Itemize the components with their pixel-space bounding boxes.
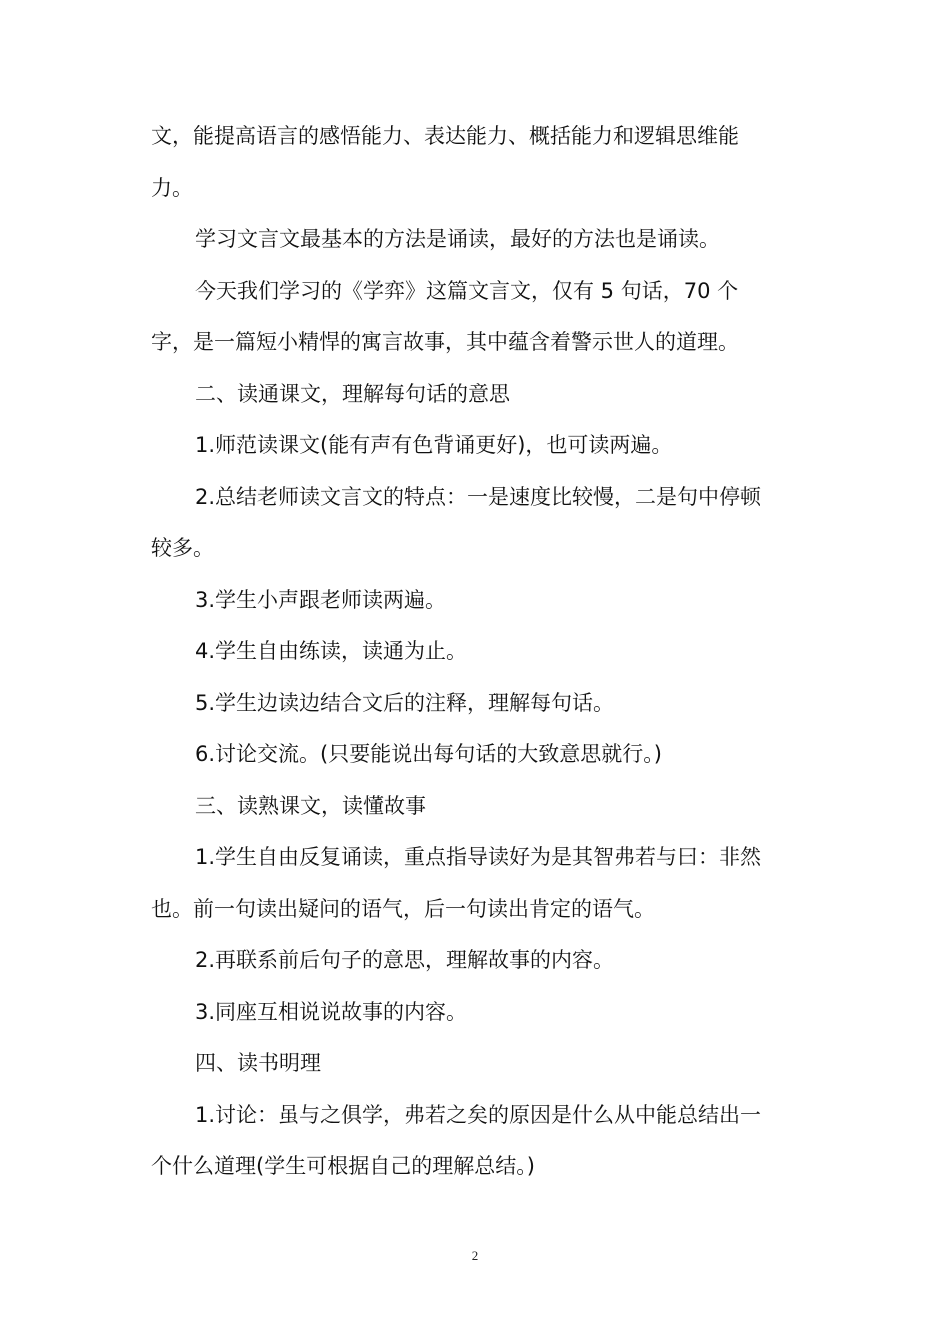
section-heading: 三、读熟课文，读懂故事 [195, 793, 426, 818]
document-body [151, 111, 799, 1193]
text-line: 今天我们学习的《学弈》这篇文言文，仅有 5 句话，70 个 [195, 278, 739, 303]
text-line: 力。 [151, 175, 193, 200]
section-heading: 四、读书明理 [195, 1051, 321, 1075]
text-line: 字，是一篇短小精悍的寓言故事，其中蕴含着警示世人的道理。 [151, 330, 739, 354]
list-item: 3.同座互相说说故事的内容。 [195, 999, 468, 1024]
list-item: 1.师范读课文(能有声有色背诵更好)，也可读两遍。 [195, 433, 673, 457]
text-line: 个什么道理(学生可根据自己的理解总结。) [151, 1154, 535, 1178]
text-line: 学习文言文最基本的方法是诵读，最好的方法也是诵读。 [195, 227, 720, 251]
list-item: 5.学生边读边结合文后的注释，理解每句话。 [195, 690, 615, 715]
list-item: 2.再联系前后句子的意思，理解故事的内容。 [195, 948, 615, 972]
list-item: 6.讨论交流。(只要能说出每句话的大致意思就行。) [195, 742, 662, 766]
list-item: 3.学生小声跟老师读两遍。 [195, 587, 447, 612]
text-line: 较多。 [151, 536, 214, 560]
text-line: 也。前一句读出疑问的语气，后一句读出肯定的语气。 [151, 896, 655, 921]
list-item: 2.总结老师读文言文的特点：一是速度比较慢，二是句中停顿 [195, 484, 762, 509]
text-line: 文，能提高语言的感悟能力、表达能力、概括能力和逻辑思维能 [151, 124, 739, 148]
list-item: 1.学生自由反复诵读，重点指导读好为是其智弗若与曰：非然 [195, 845, 762, 869]
list-item: 1.讨论：虽与之俱学，弗若之矣的原因是什么从中能总结出一 [195, 1102, 762, 1127]
section-heading: 二、读通课文，理解每句话的意思 [195, 381, 510, 406]
page-number: 2 [471, 1248, 479, 1263]
list-item: 4.学生自由练读，读通为止。 [195, 639, 468, 663]
